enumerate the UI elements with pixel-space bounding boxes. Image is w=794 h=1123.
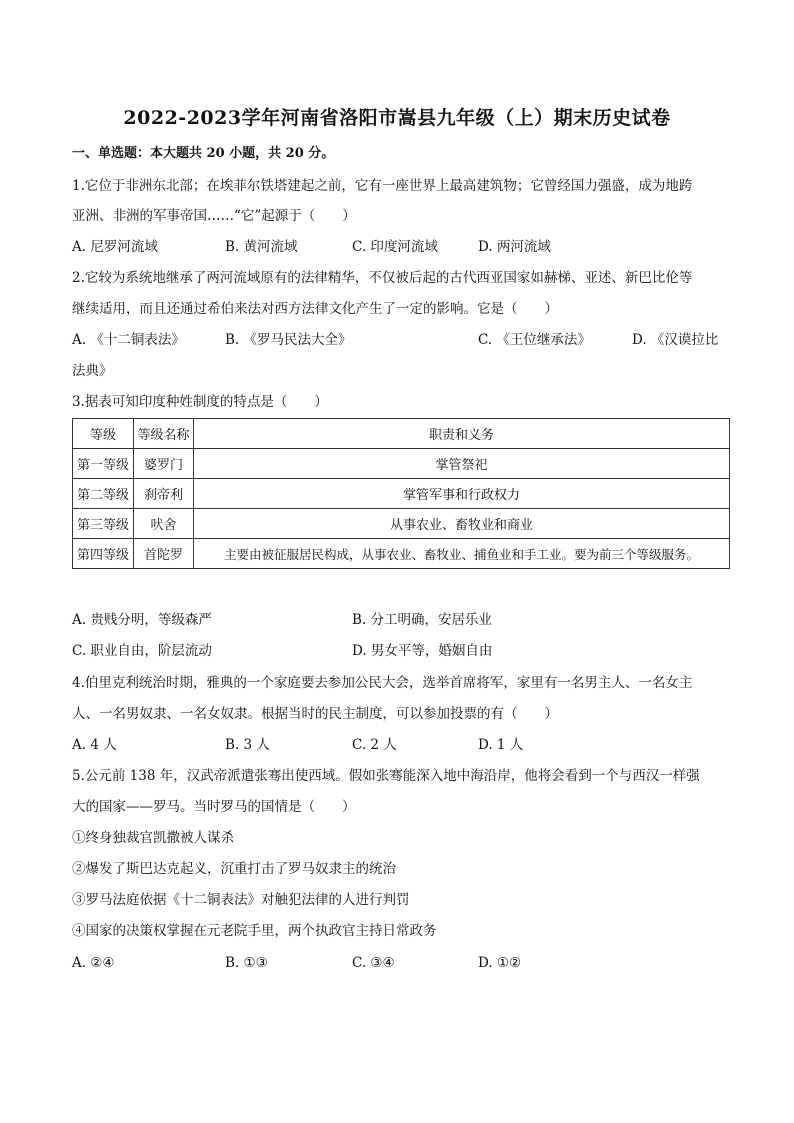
question-5-option-c: C. ③④ [352,955,395,971]
caste-table [72,418,730,569]
question-4-line-2: 人、一名男奴隶、一名女奴隶。根据当时的民主制度，可以参加投票的有（ ） [72,706,558,722]
question-5-line-1: 5.公元前 138 年，汉武帝派遣张骞出使西域。假如张骞能深入地中海沿岸，他将会看到一个与西汉一样强 [72,768,700,784]
question-5-line-2: 大的国家——罗马。当时罗马的国情是（ ） [72,799,356,815]
table-cell: 掌管军事和行政权力 [194,479,730,509]
question-1-option-b: B. 黄河流域 [225,239,298,255]
question-1-option-c: C. 印度河流域 [352,239,438,255]
table-row [73,479,730,509]
table-header-cell: 等级 [73,419,134,449]
table-cell: 第二等级 [73,479,134,509]
table-cell: 从事农业、畜牧业和商业 [194,509,730,539]
table-cell: 首陀罗 [134,539,194,569]
question-4-option-b: B. 3 人 [225,737,270,753]
question-5-option-b: B. ①③ [225,955,268,971]
table-cell: 第四等级 [73,539,134,569]
table-header-cell: 职责和义务 [194,419,730,449]
question-5-item-1: ①终身独裁官凯撒被人谋杀 [72,830,234,846]
question-4-option-d: D. 1 人 [478,737,524,753]
table-row [73,449,730,479]
question-4-option-a: A. 4 人 [72,737,117,753]
page-title: 2022-2023学年河南省洛阳市嵩县九年级（上）期末历史试卷 [123,107,671,129]
question-1-line-2: 亚洲、非洲的军事帝国……“它”起源于（ ） [72,208,356,224]
question-3-option-d: D. 男女平等，婚姻自由 [352,643,493,659]
table-cell: 婆罗门 [134,449,194,479]
question-1-option-d: D. 两河流域 [478,239,551,255]
question-3-option-c: C. 职业自由，阶层流动 [72,643,212,659]
question-5-option-d: D. ①② [478,955,522,971]
question-5-item-3: ③罗马法庭依据《十二铜表法》对触犯法律的人进行判罚 [72,892,410,908]
table-header-row [73,419,730,449]
question-5-option-a: A. ②④ [72,955,115,971]
question-2-line-1: 2.它较为系统地继承了两河流域原有的法律精华，不仅被后起的古代西亚国家如赫梯、亚述、新巴比伦等 [72,270,693,286]
table-cell: 吠舍 [134,509,194,539]
question-5-item-2: ②爆发了斯巴达克起义，沉重打击了罗马奴隶主的统治 [72,861,396,877]
question-3-line-1: 3.据表可知印度种姓制度的特点是（ ） [72,394,328,410]
table-row [73,509,730,539]
table-cell: 掌管祭祀 [194,449,730,479]
question-2-line-2: 继续适用，而且还通过希伯来法对西方法律文化产生了一定的影响。它是（ ） [72,301,558,317]
table-cell: 第一等级 [73,449,134,479]
section-heading: 一、单选题：本大题共 20 小题，共 20 分。 [72,146,335,161]
question-3-option-b: B. 分工明确，安居乐业 [352,612,493,628]
question-3-option-a: A. 贵贱分明，等级森严 [72,612,212,628]
table-cell: 刹帝利 [134,479,194,509]
question-5-item-4: ④国家的决策权掌握在元老院手里，两个执政官主持日常政务 [72,923,437,939]
table-header-cell: 等级名称 [134,419,194,449]
question-2-line-4: 法典》 [72,363,113,379]
question-2-option-a: A. 《十二铜表法》 [72,332,185,348]
table-cell: 第三等级 [73,509,134,539]
question-4-option-c: C. 2 人 [352,737,397,753]
question-2-option-d: D. 《汉谟拉比 [632,332,719,348]
question-1-line-1: 1.它位于非洲东北部；在埃菲尔铁塔建起之前，它有一座世界上最高建筑物；它曾经国力强盛，成为地跨 [72,178,693,194]
question-4-line-1: 4.伯里克利统治时期，雅典的一个家庭要去参加公民大会，选举首席将军，家里有一名男主人、一名女主 [72,675,693,691]
question-2-option-c: C. 《王位继承法》 [478,332,591,348]
question-2-option-b: B. 《罗马民法大全》 [225,332,352,348]
table-cell: 主要由被征服居民构成，从事农业、畜牧业、捕鱼业和手工业。要为前三个等级服务。 [194,539,730,569]
table-row [73,539,730,569]
question-1-option-a: A. 尼罗河流域 [72,239,158,255]
